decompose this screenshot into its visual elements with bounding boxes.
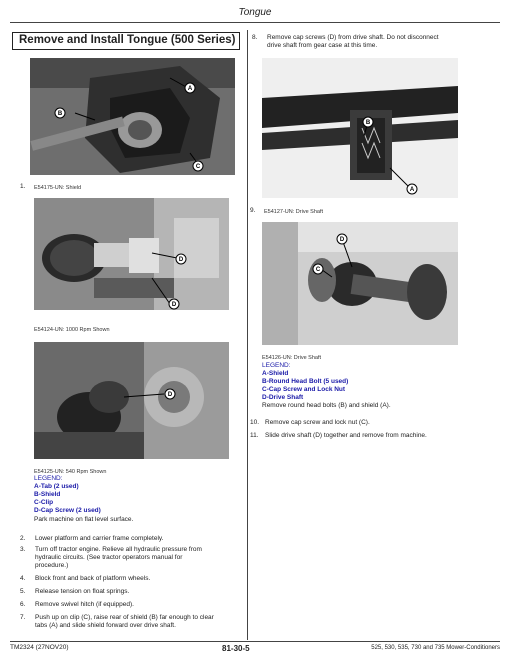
svg-text:D: D <box>339 237 345 243</box>
page-footer <box>10 640 500 656</box>
step-3: 3. Turn off tractor engine. Relieve all hydraulic pressure from hydraulic circuits. (See tractor operators manual for procedure.) <box>20 546 202 569</box>
svg-text:D: D <box>178 257 184 263</box>
legend-title: LEGEND: <box>34 475 63 482</box>
callout-c <box>313 264 323 274</box>
callout-d-upper <box>176 254 186 264</box>
step-10: 10. Remove cap screw and lock nut (C). <box>250 419 370 426</box>
legend-item: A-Shield <box>262 370 289 377</box>
rpm-540-callouts <box>34 342 229 459</box>
svg-text:C: C <box>315 267 321 273</box>
step-5: 5. Release tension on float springs. <box>20 588 130 595</box>
step-9-number: 9. <box>250 207 256 214</box>
right-legend <box>262 362 348 402</box>
legend-item: C-Clip <box>34 499 54 506</box>
shield-photo-callouts <box>30 58 235 175</box>
callout-b <box>55 108 65 118</box>
footer-page-number: 81-30-5 <box>222 644 250 653</box>
step-11: 11. Slide drive shaft (D) together and remove from machine. <box>250 432 427 439</box>
step-6: 6. Remove swivel hitch (if equipped). <box>20 601 134 608</box>
rpm-1000-caption: E54124-UN: 1000 Rpm Shown <box>34 327 110 333</box>
svg-text:D: D <box>171 302 177 308</box>
legend-item: D-Cap Screw (2 used) <box>34 507 101 514</box>
left-legend <box>34 475 101 515</box>
callout-a <box>407 184 417 194</box>
step-4: 4. Block front and back of platform wheels. <box>20 575 151 582</box>
step-1-number: 1. <box>20 183 26 190</box>
shield-photo-caption: E54175-UN: Shield <box>34 185 82 191</box>
svg-text:A: A <box>187 86 193 92</box>
footer-doc-id: TM2324 (27NOV20) <box>10 644 69 651</box>
callout-a <box>185 83 195 93</box>
callout-d <box>337 234 347 244</box>
callout-c <box>193 161 203 171</box>
section-title: Remove and Install Tongue (500 Series) <box>12 32 240 50</box>
footer-models: 525, 530, 535, 730 and 735 Mower-Conditioners <box>371 645 500 651</box>
callout-d-lower <box>169 299 179 309</box>
column-divider <box>247 30 248 640</box>
callout-b <box>363 117 373 127</box>
remove-bolts-instruction: Remove round head bolts (B) and shield (A). <box>262 402 391 409</box>
park-instruction: Park machine on flat level surface. <box>34 516 134 523</box>
legend-item: B-Round Head Bolt (5 used) <box>262 378 349 385</box>
shield-bolts-callouts <box>262 58 458 198</box>
svg-text:B: B <box>365 120 371 126</box>
svg-text:A: A <box>409 187 415 193</box>
drive-shaft-photo-caption: E54127-UN: Drive Shaft <box>264 209 323 215</box>
drive-shaft-caption-2: E54126-UN: Drive Shaft <box>262 355 321 361</box>
svg-text:B: B <box>57 111 63 117</box>
svg-text:D: D <box>167 392 173 398</box>
page-header: Tongue <box>238 7 272 18</box>
legend-item: C-Cap Screw and Lock Nut <box>262 386 346 393</box>
rpm-1000-callouts <box>34 198 229 310</box>
step-2: 2. Lower platform and carrier frame completely. <box>20 535 164 542</box>
step-8: 8. Remove cap screws (D) from drive shaft. Do not disconnect drive shaft from gear case at this time. <box>252 34 439 49</box>
drive-shaft-callouts <box>262 222 458 345</box>
rpm-540-caption: E54125-UN: 540 Rpm Shown <box>34 469 107 475</box>
legend-item: B-Shield <box>34 491 61 498</box>
callout-d <box>165 389 175 399</box>
svg-text:C: C <box>195 164 201 170</box>
legend-item: A-Tab (2 used) <box>34 483 79 490</box>
header-rule <box>10 22 500 23</box>
step-7: 7. Push up on clip (C), raise rear of shield (B) far enough to clear tabs (A) and slide shield forward over drive shaft. <box>20 614 214 629</box>
legend-title: LEGEND: <box>262 362 291 369</box>
legend-item: D-Drive Shaft <box>262 394 304 401</box>
